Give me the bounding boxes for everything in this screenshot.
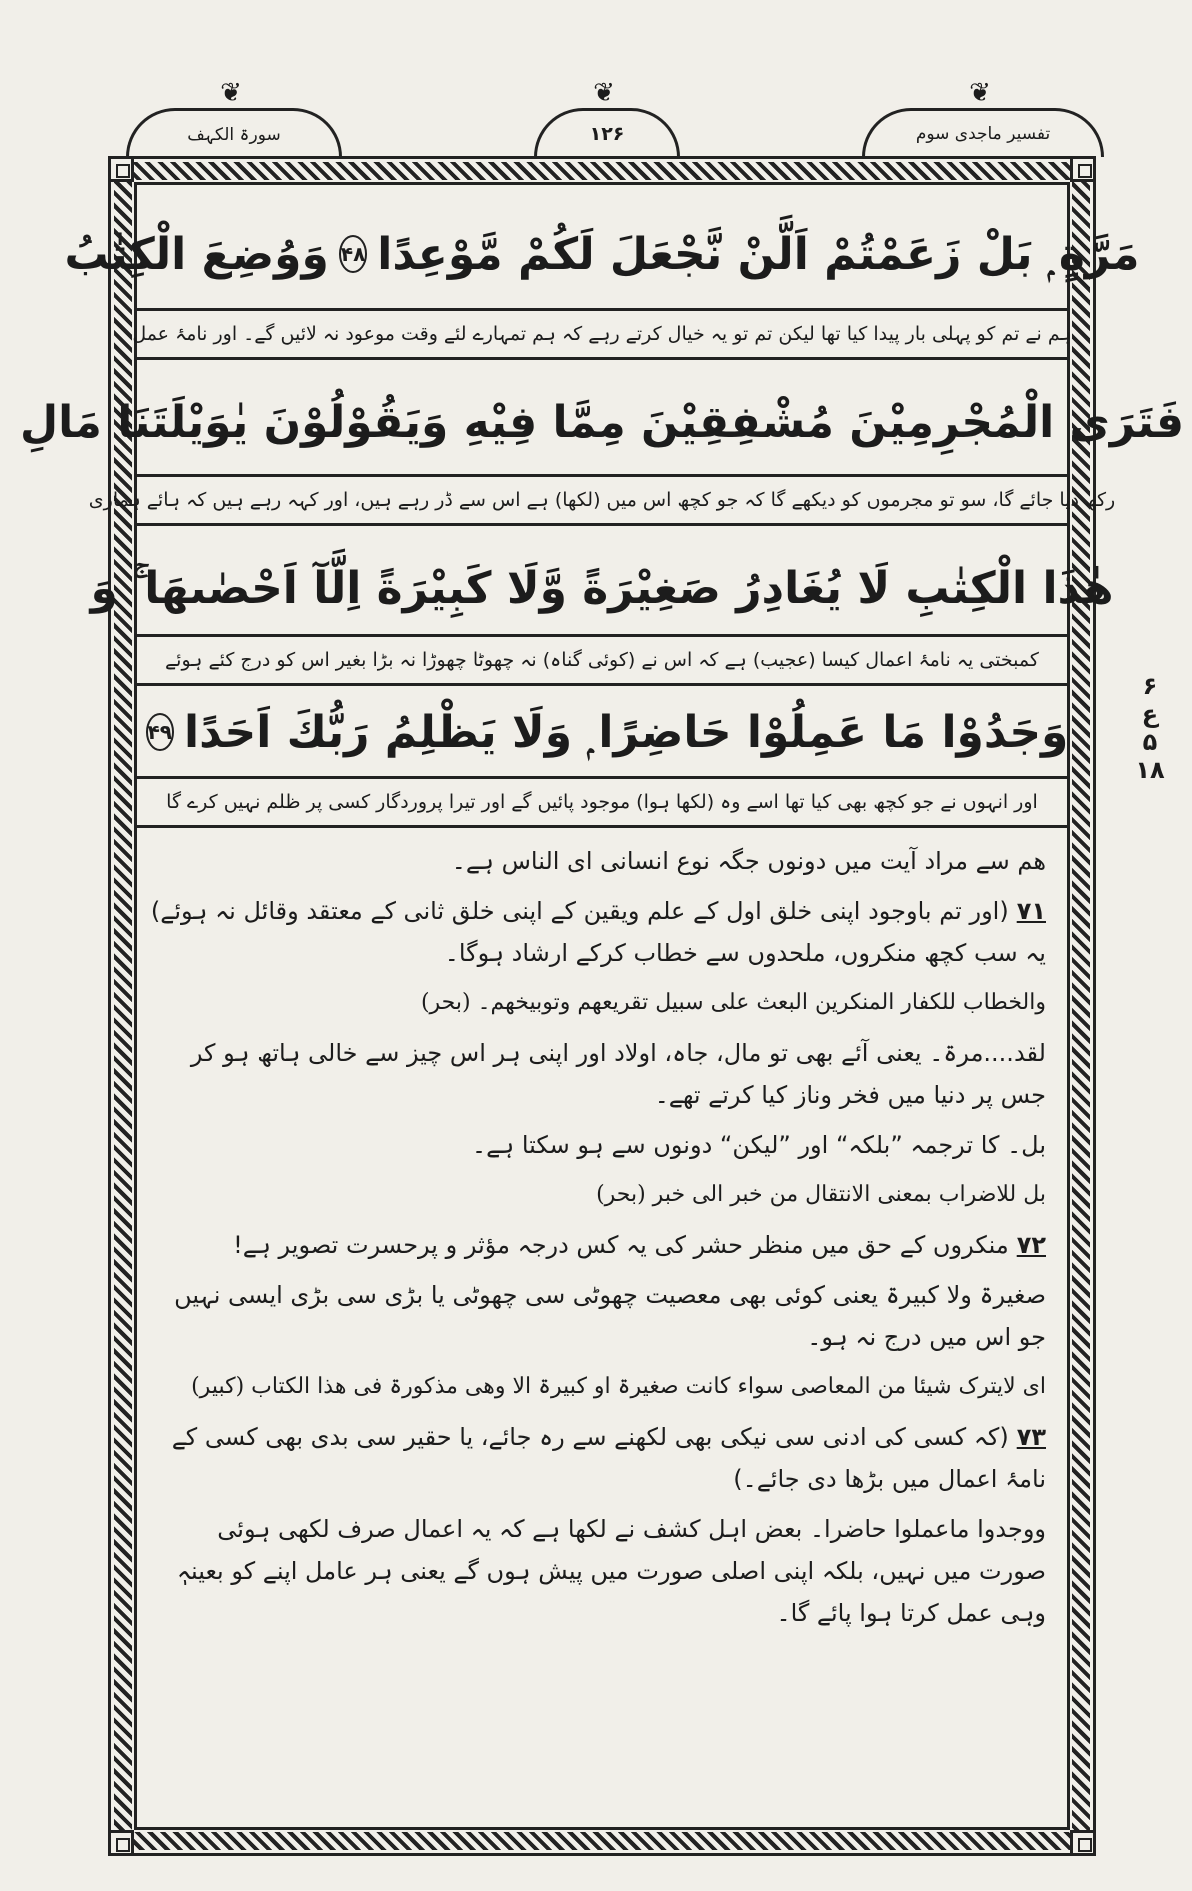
commentary-text: ووجدوا ماعملوا حاضرا۔ بعض اہل کشف نے لکھا ہے کہ یہ اعمال صرف لکھی ہوئی صورت میں نہیں، بلکہ اپنی اصلی صورت میں پیش ہوں گے یعنی ہر عامل اپنے کو بعینہٖ وہی عمل کرتا ہوا پائے گا۔ [176, 1515, 1046, 1627]
commentary-section [150, 840, 1046, 1642]
commentary-paragraph [150, 840, 1046, 882]
commentary-text: منکروں کے حق میں منظر حشر کی یہ کس درجہ مؤثر و پرحسرت تصویر ہے! [233, 1231, 1009, 1259]
ruku-marker-line: ۶ [1142, 672, 1158, 700]
border-corner-bottom-left [108, 1830, 134, 1856]
ruku-marker-line: ۵ [1142, 728, 1158, 756]
commentary-text: بل۔ کا ترجمہ ”بلکہ“ اور ”لیکن“ دونوں سے ہو سکتا ہے۔ [472, 1131, 1046, 1159]
commentary-text: ای لایترک شیئا من المعاصی سواء کانت صغیرۃ او کبیرۃ الا وھی مذکورۃ فی ھذا الکتاب (کبیر) [191, 1374, 1046, 1399]
translation-line: ہم نے تم کو پہلی بار پیدا کیا تھا لیکن تم تو یہ خیال کرتے رہے کہ ہم تمہارے لئے وقت موعود نہ لائیں گے۔ اور نامۂ عمل [137, 308, 1067, 360]
commentary-text: لقد....مرۃ۔ یعنی آئے بھی تو مال، جاہ، اولاد اور اپنی ہر اس چیز سے خالی ہاتھ ہو کر جس پر دنیا میں فخر وناز کیا کرتے تھے۔ [190, 1039, 1046, 1109]
ruku-marker-line: ۱۸ [1135, 756, 1165, 784]
header-book-title: تفسیر ماجدی سوم [862, 108, 1104, 157]
ornament-finial-left: ❦ [220, 78, 242, 108]
translation-line: کمبختی یہ نامۂ اعمال کیسا (عجیب) ہے کہ اس نے (کوئی گناہ) نہ چھوٹا چھوڑا نہ بڑا بغیر اس کو درج کئے ہوئے [137, 634, 1067, 686]
commentary-paragraph [150, 1124, 1046, 1166]
commentary-arabic-quote [150, 1174, 1046, 1216]
commentary-paragraph [150, 1032, 1046, 1116]
ayah-number-marker: ۴۹ [146, 713, 174, 751]
border-corner-bottom-right [1070, 1830, 1096, 1856]
commentary-text: (اور تم باوجود اپنی خلق اول کے علم ویقین کے اپنی خلق ثانی کے معتقد وقائل نہ ہوئے) یہ سب کچھ منکروں، ملحدوں سے خطاب کرکے ارشاد ہوگا۔ [150, 897, 1046, 967]
commentary-paragraph [150, 1508, 1046, 1634]
footnote-number: ۷۳ [1016, 1423, 1046, 1451]
verse-text: هٰذَا الْكِتٰبِ لَا يُغَادِرُ صَغِيْرَةً وَّلَا كَبِيْرَةً اِلَّآ اَحْصٰىهَا ۚ وَ [90, 562, 1114, 614]
translation-line: اور انہوں نے جو کچھ بھی کیا تھا اسے وہ (لکھا ہوا) موجود پائیں گے اور تیرا پروردگار کسی پر ظلم نہیں کرے گا [137, 776, 1067, 828]
ornament-finial-center: ❦ [593, 78, 615, 108]
commentary-paragraph [150, 1224, 1046, 1266]
verse-text: فَتَرَى الْمُجْرِمِيْنَ مُشْفِقِيْنَ مِمَّا فِيْهِ وَيَقُوْلُوْنَ يٰوَيْلَتَنَا مَالِ [19, 396, 1185, 448]
verse-text-continuation: وَوُضِعَ الْكِتٰبُ [64, 228, 329, 280]
commentary-arabic-quote [150, 982, 1046, 1024]
ayah-number-marker: ۴۸ [339, 235, 367, 273]
quran-verse-line [19, 364, 1185, 480]
commentary-text: ھم سے مراد آیت میں دونوں جگہ نوع انسانی ای الناس ہے۔ [451, 847, 1046, 875]
ornament-finial-right: ❦ [969, 78, 991, 108]
translation-line: رکھ دیا جائے گا، سو تو مجرموں کو دیکھے گا کہ جو کچھ اس میں (لکھا) ہے اس سے ڈر رہے ہیں، اور کہہ رہے ہیں کہ ہائے ہماری [137, 474, 1067, 526]
header-page-number: ۱۲۶ [534, 108, 680, 157]
quran-verse-line [90, 530, 1114, 646]
border-corner-top-right [1070, 156, 1096, 182]
commentary-paragraph [150, 890, 1046, 974]
ruku-symbol: ع [1141, 700, 1159, 728]
footnote-number: ۷۲ [1016, 1231, 1046, 1259]
quran-verse-line [64, 196, 1140, 312]
verse-text: وَجَدُوْا مَا عَمِلُوْا حَاضِرًا ۭ وَلَا يَظْلِمُ رَبُّكَ اَحَدًا [184, 706, 1069, 758]
commentary-arabic-quote [150, 1366, 1046, 1408]
border-corner-top-left [108, 156, 134, 182]
commentary-text: صغیرۃ ولا کبیرۃ یعنی کوئی بھی معصیت چھوٹی سی چھوٹی یا بڑی سی بڑی ایسی نہیں جو اس میں درج نہ ہو۔ [174, 1281, 1046, 1351]
commentary-paragraph [150, 1274, 1046, 1358]
header-surah-name: سورۃ الکہف [126, 108, 342, 157]
footnote-number: ۷۱ [1016, 897, 1046, 925]
commentary-text: والخطاب للکفار المنکرین البعث علی سبیل تقریعھم وتوبیخھم۔ (بحر) [420, 990, 1046, 1015]
commentary-text: بل للاضراب بمعنی الانتقال من خبر الی خبر (بحر) [596, 1182, 1046, 1207]
commentary-paragraph [150, 1416, 1046, 1500]
verse-text: مَرَّةٍ ۭ بَلْ زَعَمْتُمْ اَلَّنْ نَّجْعَلَ لَكُمْ مَّوْعِدًا [377, 228, 1140, 280]
ruku-margin-marker [1130, 672, 1170, 784]
quran-verse-line [137, 674, 1067, 790]
commentary-text: (کہ کسی کی ادنی سی نیکی بھی لکھنے سے رہ جائے، یا حقیر سی بدی بھی کسی کے نامۂ اعمال میں بڑھا دی جائے۔) [171, 1423, 1046, 1493]
